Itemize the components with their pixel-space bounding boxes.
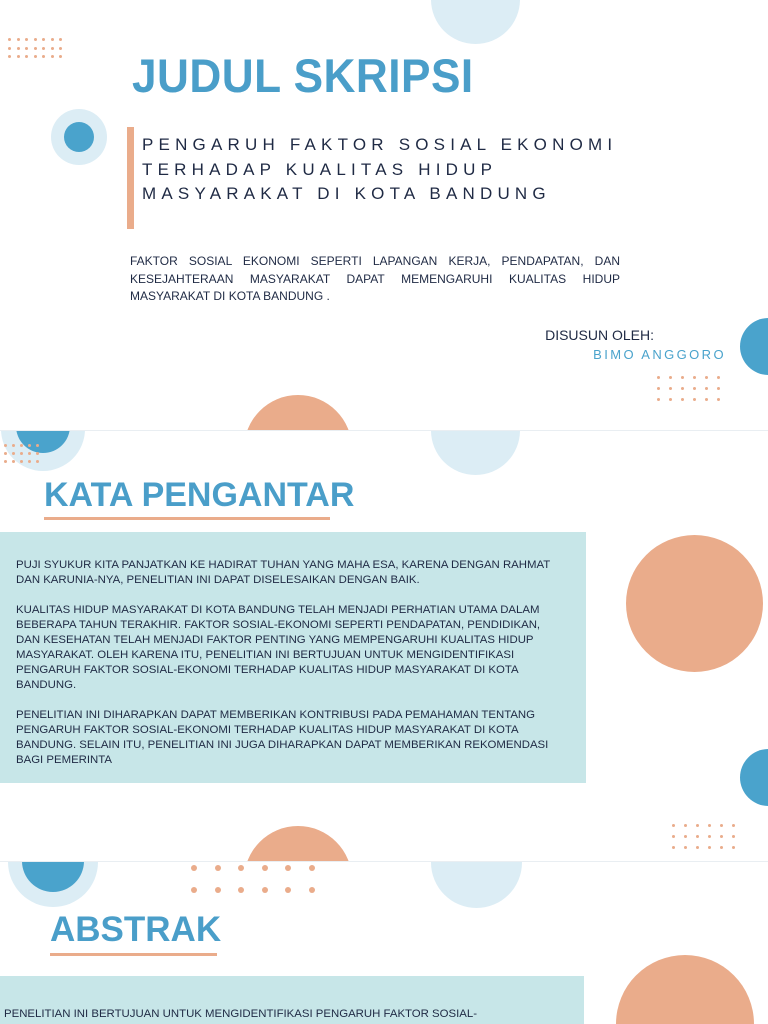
preface-paragraph-1: PUJI SYUKUR KITA PANJATKAN KE HADIRAT TUHAN YANG MAHA ESA, KARENA DENGAN RAHMAT DAN KARUNIA-NYA, PENELITIAN INI DAPAT DISELESAIKAN DENGAN BAIK.: [16, 559, 550, 586]
subtitle-accent-bar: [127, 127, 134, 229]
decorative-half-circle-bottom: [244, 395, 352, 430]
subtitle: PENGARUH FAKTOR SOSIAL EKONOMI TERHADAP KUALITAS HIDUP MASYARAKAT DI KOTA BANDUNG: [142, 135, 618, 203]
decorative-dot-grid-right: [672, 824, 735, 849]
decorative-dot-grid: [8, 38, 62, 58]
description: FAKTOR SOSIAL EKONOMI SEPERTI LAPANGAN KERJA, PENDAPATAN, DAN KESEJAHTERAAN MASYARAKAT DAPAT MEMENGARUHI KUALITAS HIDUP MASYARAKAT DI KOTA BANDUNG .: [130, 254, 620, 303]
decorative-dot-grid: [4, 444, 39, 463]
decorative-circle-right: [616, 955, 754, 1024]
decorative-half-circle-bottom: [244, 826, 352, 861]
preface-page: [0, 431, 768, 861]
preface-paragraph-3: PENELITIAN INI DIHARAPKAN DAPAT MEMBERIKAN KONTRIBUSI PADA PEMAHAMAN TENTANG PENGARUH FAKTOR SOSIAL-EKONOMI TERHADAP KUALITAS HIDUP MASYARAKAT DI KOTA BANDUNG. SELAIN ITU, PENELITIAN INI JUGA DIHARAPKAN DAPAT MEMBERIKAN REKOMENDASI BAGI PEMERINTA: [16, 709, 549, 766]
decorative-dot-grid: [191, 865, 315, 893]
decorative-circle-top: [431, 0, 520, 44]
heading-underline: [44, 517, 330, 520]
abstract-first-line: PENELITIAN INI BERTUJUAN UNTUK MENGIDENTIFIKASI PENGARUH FAKTOR SOSIAL-: [4, 1008, 477, 1020]
author-name: BIMO ANGGORO: [593, 347, 726, 362]
decorative-circle-right: [740, 318, 768, 375]
decorative-circle-right: [626, 535, 763, 672]
decorative-ring-inner: [64, 122, 94, 152]
preface-paragraph-2: KUALITAS HIDUP MASYARAKAT DI KOTA BANDUNG TELAH MENJADI PERHATIAN UTAMA DALAM BEBERAPA TAHUN TERAKHIR. FAKTOR SOSIAL-EKONOMI SEPERTI PENDAPATAN, PENDIDIKAN, DAN KESEHATAN TELAH MENJADI FAKTOR PENTING YANG MEMPENGARUHI KUALITAS HIDUP MASYARAKAT. OLEH KARENA ITU, PENELITIAN INI BERTUJUAN UNTUK MENGIDENTIFIKASI PENGARUH FAKTOR SOSIAL-EKONOMI TERHADAP KUALITAS HIDUP MASYARAKAT DI KOTA BANDUNG.: [16, 604, 541, 691]
decorative-circle-top: [431, 431, 520, 475]
abstract-page: [0, 862, 768, 1024]
cover-page: [0, 0, 768, 430]
decorative-circle-top: [431, 862, 522, 908]
author-label: DISUSUN OLEH:: [545, 327, 654, 343]
heading-underline: [50, 953, 217, 956]
section-heading: KATA PENGANTAR: [44, 476, 355, 514]
page-title: JUDUL SKRIPSI: [132, 49, 474, 102]
decorative-circle-edge: [740, 749, 768, 806]
decorative-dot-grid-right: [657, 376, 720, 401]
section-heading: ABSTRAK: [50, 910, 222, 949]
